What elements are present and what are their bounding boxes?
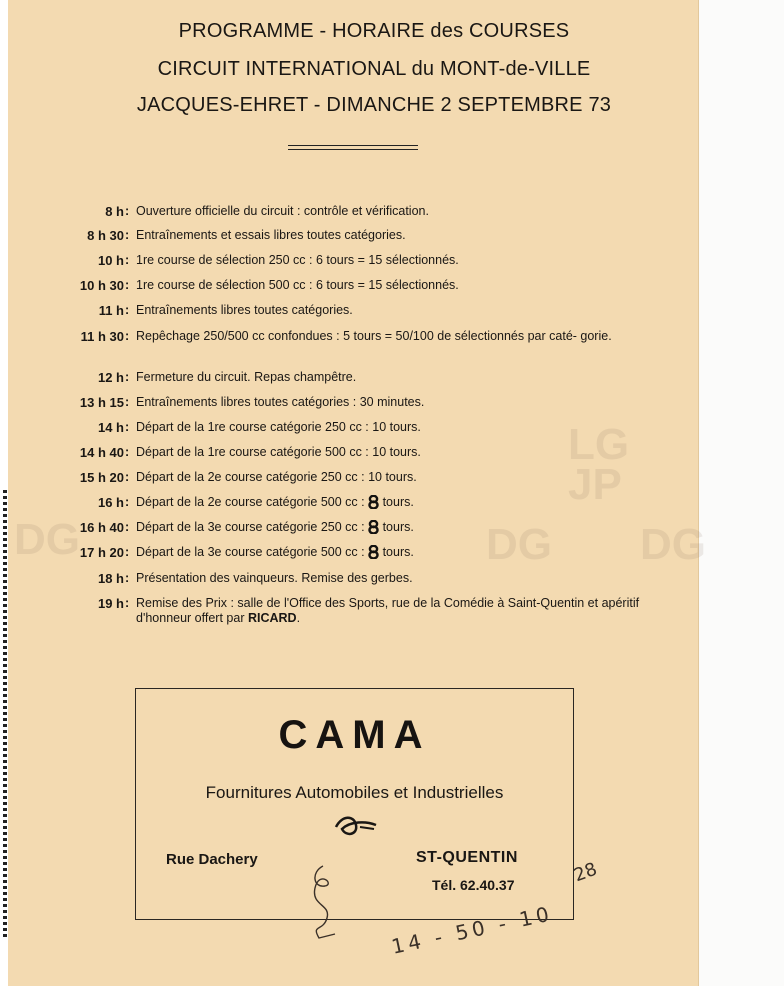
header-divider <box>288 149 418 150</box>
handwritten-8-icon <box>368 495 379 509</box>
header-line-2: CIRCUIT INTERNATIONAL du MONT-de-VILLE <box>157 58 591 80</box>
handwritten-signature <box>305 858 345 948</box>
schedule-separator: : <box>125 278 130 292</box>
schedule-time: 16 h <box>97 495 124 510</box>
schedule-time: 19 h <box>97 596 124 611</box>
handwritten-number: 14 - 50 - 10 <box>389 901 555 959</box>
schedule-separator: : <box>125 445 130 459</box>
schedule-separator: : <box>125 370 130 384</box>
schedule-time: 11 h <box>98 303 124 318</box>
schedule-separator: : <box>125 571 130 585</box>
schedule-description: Entraînements libres toutes catégories. <box>136 303 353 317</box>
schedule-time: 13 h 15 <box>79 395 124 410</box>
schedule-description: Entraînements et essais libres toutes catégories. <box>136 228 406 242</box>
schedule-separator: : <box>125 329 130 343</box>
sponsor-name: RICARD <box>247 611 297 625</box>
schedule-separator: : <box>125 420 130 434</box>
schedule-description: Entraînements libres toutes catégories : 30 minutes. <box>136 395 425 409</box>
schedule-description: Ouverture officielle du circuit : contrôle et vérification. <box>136 204 429 218</box>
schedule-separator: : <box>125 228 130 242</box>
schedule-description <box>136 596 644 626</box>
schedule-separator: : <box>125 495 130 509</box>
schedule-text-before: Départ de la 2e course catégorie 500 cc : <box>136 495 365 509</box>
schedule-time: 18 h <box>97 571 124 586</box>
schedule-separator: : <box>125 596 130 610</box>
handwritten-number: 28 <box>571 858 600 887</box>
schedule-text-after: tours. <box>382 495 414 509</box>
watermark: DG <box>640 520 706 569</box>
schedule-description: Départ de la 1re course catégorie 500 cc : 10 tours. <box>136 445 421 459</box>
watermark: DG <box>486 520 552 569</box>
advertisement-box <box>135 688 574 920</box>
header-divider <box>288 145 418 146</box>
schedule-time: 14 h <box>97 420 124 435</box>
ad-phone: Tél. 62.40.37 <box>432 877 515 893</box>
schedule-separator: : <box>125 545 130 559</box>
handwritten-8-icon <box>368 520 379 534</box>
watermark: JP <box>568 460 622 509</box>
schedule-time: 14 h 40 <box>79 445 124 460</box>
schedule-description: Départ de la 2e course catégorie 250 cc : 10 tours. <box>136 470 417 484</box>
ad-city: ST-QUENTIN <box>416 849 518 866</box>
schedule-text-after: tours. <box>382 545 414 559</box>
schedule-text-after: tours. <box>382 520 414 534</box>
schedule-description: Fermeture du circuit. Repas champêtre. <box>136 370 357 384</box>
header-line-1: PROGRAMME - HORAIRE des COURSES <box>178 20 570 42</box>
schedule-separator: : <box>125 303 130 317</box>
ad-street: Rue Dachery <box>166 851 258 868</box>
header-line-3: JACQUES-EHRET - DIMANCHE 2 SEPTEMBRE 73 <box>136 94 612 116</box>
binding-marks <box>3 490 7 940</box>
schedule-description <box>136 545 644 560</box>
schedule-separator: : <box>125 253 130 267</box>
schedule-time: 11 h 30 <box>80 329 124 344</box>
schedule-text-before: Départ de la 3e course catégorie 500 cc : <box>136 545 365 559</box>
schedule-time: 8 h 30 <box>87 228 124 243</box>
schedule-separator: : <box>125 204 130 218</box>
background-strip <box>698 0 784 986</box>
schedule-description: Départ de la 1re course catégorie 250 cc : 10 tours. <box>136 420 421 434</box>
schedule-time: 17 h 20 <box>79 545 124 560</box>
schedule-time: 16 h 40 <box>79 520 124 535</box>
schedule-text-after: . <box>296 611 301 625</box>
schedule-time: 15 h 20 <box>79 470 124 485</box>
schedule-description: 1re course de sélection 250 cc : 6 tours = 15 sélectionnés. <box>136 253 459 267</box>
schedule-text-before: Remise des Prix : salle de l'Office des Sports, rue de la Comédie à Saint-Quentin et apéritif d'honneur offert par <box>136 596 640 625</box>
watermark: DG <box>14 515 80 564</box>
watermark: LG <box>568 420 630 469</box>
schedule-time: 10 h <box>97 253 124 268</box>
schedule-description: Présentation des vainqueurs. Remise des gerbes. <box>136 571 413 585</box>
handwritten-8-icon <box>368 545 379 559</box>
ad-subtitle: Fournitures Automobiles et Industrielles <box>205 783 504 802</box>
schedule-time: 8 h <box>105 204 124 219</box>
schedule-time: 12 h <box>97 370 124 385</box>
schedule-description <box>136 520 644 535</box>
schedule-time: 10 h 30 <box>79 278 124 293</box>
cama-logo-icon <box>332 813 378 839</box>
schedule-description: 1re course de sélection 500 cc : 6 tours = 15 sélectionnés. <box>136 278 459 292</box>
ad-brand: CAMA <box>278 713 431 757</box>
schedule-text-before: Départ de la 3e course catégorie 250 cc : <box>136 520 365 534</box>
schedule-separator: : <box>125 395 130 409</box>
schedule-description: Repêchage 250/500 cc confondues : 5 tours = 50/100 de sélectionnés par caté- gorie. <box>136 329 612 343</box>
schedule-separator: : <box>125 470 130 484</box>
schedule-separator: : <box>125 520 130 534</box>
schedule-description <box>136 495 644 510</box>
